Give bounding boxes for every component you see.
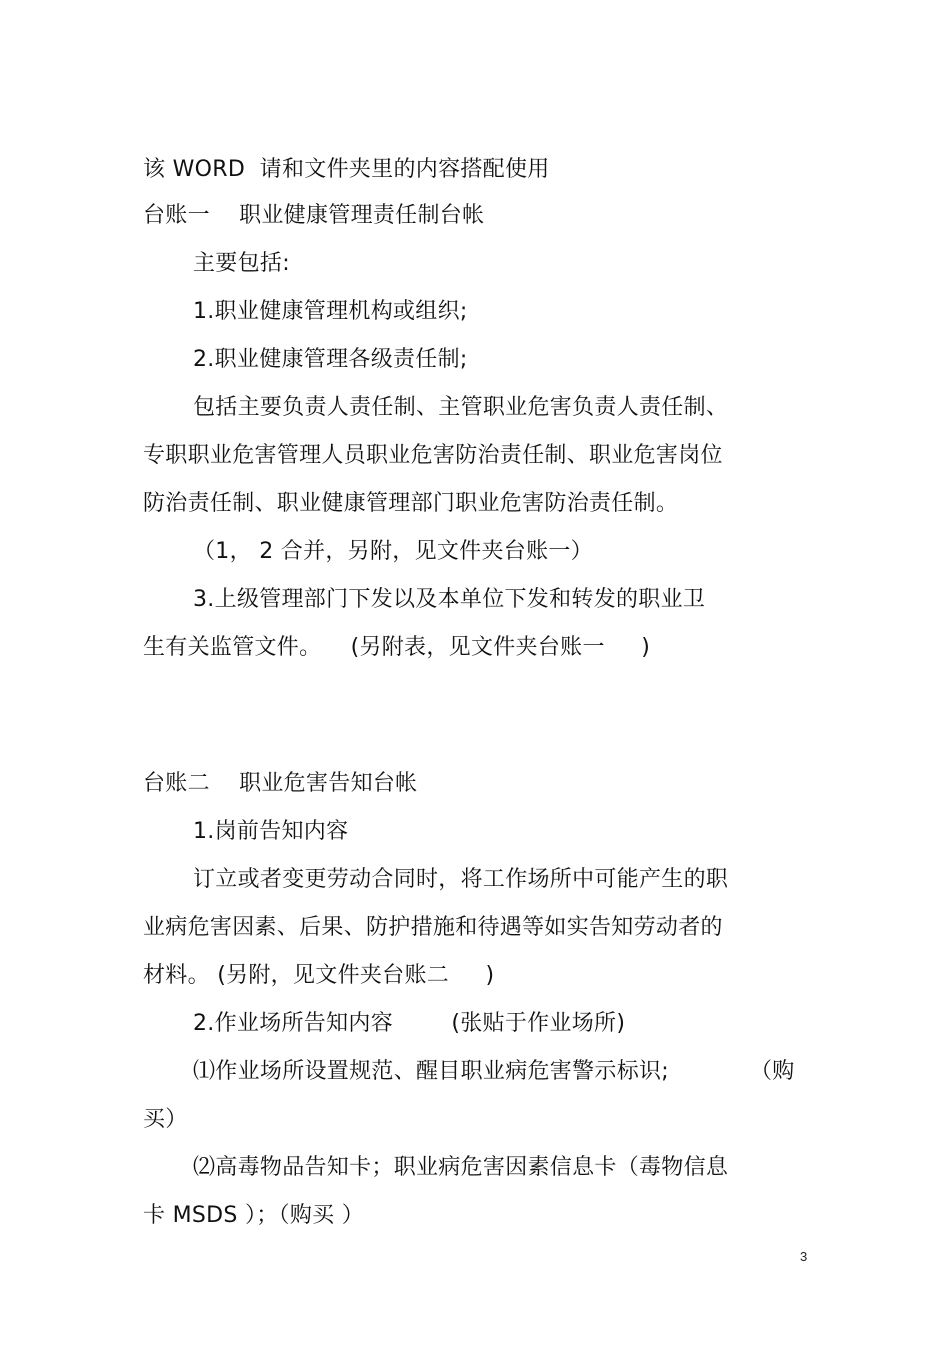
section-heading-ledger-2: 台账二 职业危害告知台帐: [143, 771, 418, 796]
list-item: 1.岗前告知内容: [193, 819, 349, 844]
paragraph-line: 卡 MSDS ）；（购买 ）: [143, 1203, 365, 1228]
section-heading-ledger-1: 台账一 职业健康管理责任制台帐: [143, 203, 485, 228]
list-item: 1.职业健康管理机构或组织;: [193, 299, 468, 324]
paragraph-line: 买）: [143, 1107, 188, 1132]
paragraph-line: 订立或者变更劳动合同时，将工作场所中可能产生的职: [193, 867, 729, 892]
paragraph-line: 包括主要负责人责任制、主管职业危害负责人责任制、: [193, 395, 729, 420]
list-item: 2.职业健康管理各级责任制;: [193, 347, 468, 372]
paragraph-line: 生有关监管文件。 (另附表，见文件夹台账一 ): [143, 635, 651, 660]
paragraph-line: （1， 2 合并，另附，见文件夹台账一）: [193, 539, 593, 564]
list-item: ⑴作业场所设置规范、醒目职业病危害警示标识;: [193, 1059, 670, 1084]
paragraph-line: 材料。 (另附，见文件夹台账二 ): [143, 963, 495, 988]
list-item: ⑵高毒物品告知卡；职业病危害因素信息卡（毒物信息: [193, 1155, 729, 1180]
list-item: 3.上级管理部门下发以及本单位下发和转发的职业卫: [193, 587, 706, 612]
paragraph-line: 业病危害因素、后果、防护措施和待遇等如实告知劳动者的: [143, 915, 723, 940]
paragraph-line: 主要包括:: [193, 251, 290, 276]
paragraph-line: （购: [750, 1059, 795, 1084]
page-number: 3: [800, 1249, 808, 1264]
intro-note: 该 WORD 请和文件夹里的内容搭配使用: [143, 157, 550, 182]
paragraph-line: 专职职业危害管理人员职业危害防治责任制、职业危害岗位: [143, 443, 723, 468]
paragraph-line: 防治责任制、职业健康管理部门职业危害防治责任制。: [143, 491, 679, 516]
list-item: 2.作业场所告知内容 (张贴于作业场所): [193, 1011, 626, 1036]
